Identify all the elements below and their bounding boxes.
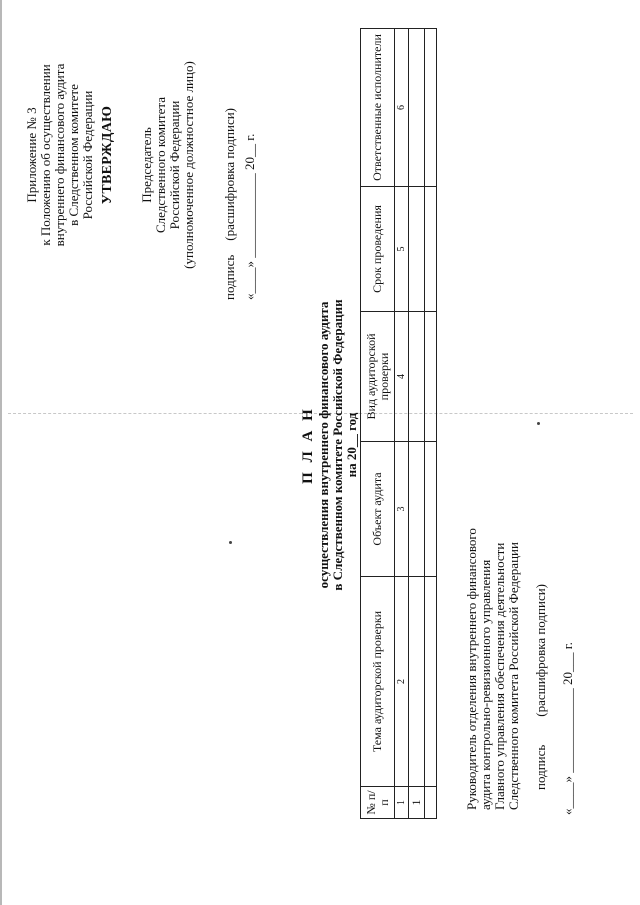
column-number: 6 xyxy=(395,29,409,187)
appendix-line: Приложение № 3 xyxy=(24,107,39,203)
table-row xyxy=(409,29,425,819)
table-cell xyxy=(425,787,437,819)
audit-head-date-line: «____» _____________ 20___ г. xyxy=(560,642,575,815)
plan-title-block xyxy=(300,165,359,725)
table-column-number-row xyxy=(395,29,409,819)
header-type: Вид аудиторской проверки xyxy=(361,312,395,442)
table-cell xyxy=(425,187,437,312)
plan-title: П Л А Н xyxy=(300,406,316,484)
plan-subtitle-line: на 20__ год xyxy=(344,412,359,478)
approver-date-line: «____» _____________ 20__ г. xyxy=(242,133,257,300)
appendix-block xyxy=(25,5,95,305)
column-number: 2 xyxy=(395,577,409,787)
decryption-label: (расшифровка подписи) xyxy=(533,583,548,717)
table-header-row xyxy=(361,29,395,819)
approver-line: Председатель xyxy=(139,127,154,203)
signature-label: подпись xyxy=(222,254,237,300)
approver-line: Российской Федерации xyxy=(167,100,182,230)
column-number: 1 xyxy=(395,787,409,819)
audit-head-line: аудита контрольно-ревизионного управления xyxy=(478,559,493,810)
appendix-line: Российской Федерации xyxy=(80,90,95,220)
audit-head-block xyxy=(465,450,521,810)
table-cell xyxy=(425,312,437,442)
approver-block xyxy=(140,5,196,325)
audit-plan-table xyxy=(360,28,437,819)
column-number: 3 xyxy=(395,442,409,577)
approval-title: УТВЕРЖДАЮ xyxy=(100,105,115,205)
table-cell xyxy=(409,29,425,187)
audit-head-line: Главного управления обеспечения деятельности xyxy=(492,542,507,810)
appendix-line: к Положению об осуществлении xyxy=(38,64,53,246)
table-cell xyxy=(425,577,437,787)
table-row xyxy=(425,29,437,819)
header-number: № п/п xyxy=(361,787,395,819)
signature-label: подпись xyxy=(533,744,548,790)
appendix-line: внутреннего финансового аудита xyxy=(52,63,67,247)
column-number: 5 xyxy=(395,187,409,312)
table-cell xyxy=(409,442,425,577)
table-cell: 1 xyxy=(409,787,425,819)
header-object: Объект аудита xyxy=(361,442,395,577)
header-term: Срок проведения xyxy=(361,187,395,312)
plan-subtitle-line: осуществления внутреннего финансового аудита xyxy=(316,301,331,589)
table-cell xyxy=(425,29,437,187)
table-cell xyxy=(409,577,425,787)
header-topic: Тема аудиторской проверки xyxy=(361,577,395,787)
appendix-line: в Следственном комитете xyxy=(66,84,81,226)
table-cell xyxy=(409,312,425,442)
table-cell xyxy=(409,187,425,312)
approver-line: (уполномоченное должностное лицо) xyxy=(181,61,196,269)
table-cell xyxy=(425,442,437,577)
audit-head-line: Следственного комитета Российской Федерации xyxy=(506,542,521,810)
audit-head-line: Руководитель отделения внутреннего финансового xyxy=(464,528,479,810)
plan-subtitle-line: в Следственном комитете Российской Федерации xyxy=(330,299,345,591)
header-executors: Ответственные исполнители xyxy=(361,29,395,187)
decryption-label: (расшифровка подписи) xyxy=(222,107,237,241)
approver-line: Следственного комитета xyxy=(153,97,168,233)
approver-signature-line xyxy=(222,0,238,300)
column-number: 4 xyxy=(395,312,409,442)
audit-head-signature-line xyxy=(533,430,549,790)
